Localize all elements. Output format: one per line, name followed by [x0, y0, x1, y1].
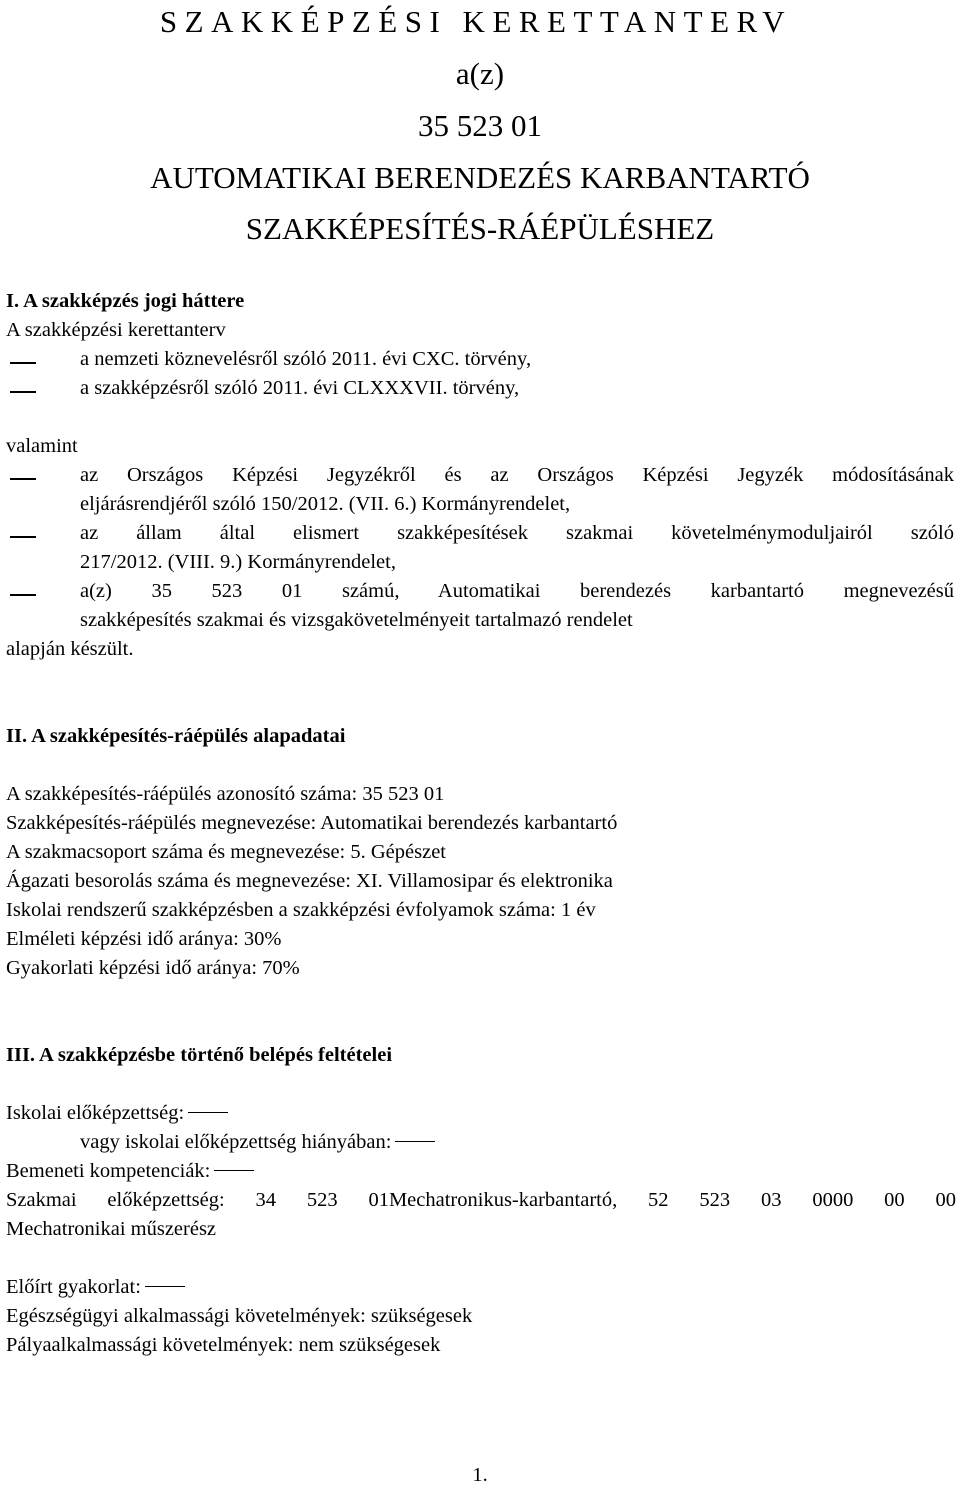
- section-3-heading: III. A szakképzésbe történő belépés feltételei: [6, 1044, 393, 1066]
- empty-value-dash: [145, 1286, 185, 1288]
- section-2-heading: II. A szakképesítés-ráépülés alapadatai: [6, 725, 346, 747]
- empty-value-dash: [395, 1141, 435, 1143]
- felt-vagy-row: [80, 1129, 435, 1155]
- felt-vagy-label: vagy iskolai előképzettség hiányában:: [80, 1131, 392, 1153]
- dash-bullet: [10, 362, 36, 364]
- dash-bullet: [10, 536, 36, 538]
- title-line-code: 35 523 01: [418, 108, 542, 143]
- alapadat-gyakorlati: Gyakorlati képzési idő aránya: 70%: [6, 957, 300, 979]
- felt-eloirt-label: Előírt gyakorlat:: [6, 1276, 141, 1298]
- list-item-legal-2: a szakképzésről szóló 2011. évi CLXXXVII. törvény,: [80, 377, 520, 399]
- alapadat-agazat: Ágazati besorolás száma és megnevezése: XI. Villamosipar és elektronika: [6, 870, 613, 892]
- felt-iskolai-label: Iskolai előképzettség:: [6, 1102, 185, 1124]
- title-line-name: AUTOMATIKAI BERENDEZÉS KARBANTARTÓ: [150, 160, 810, 195]
- empty-value-dash: [214, 1170, 254, 1172]
- felt-bemeneti-row: [6, 1158, 254, 1184]
- title-line-raepules: SZAKKÉPESÍTÉS-RÁÉPÜLÉSHEZ: [245, 211, 715, 246]
- alapadat-szakmacsoport: A szakmacsoport száma és megnevezése: 5. Gépészet: [6, 841, 446, 863]
- felt-szakmai-line1: Szakmai előképzettség: 34 523 01Mechatronikus-karbantartó, 52 523 03 0000 00 00: [6, 1189, 956, 1211]
- alapadat-azonosito: A szakképesítés-ráépülés azonosító száma: 35 523 01: [6, 783, 445, 805]
- list-item-okj-line2: eljárásrendjéről szóló 150/2012. (VII. 6.) Kormányrendelet,: [80, 493, 571, 515]
- felt-palya: Pályaalkalmassági követelmények: nem szükségesek: [6, 1334, 441, 1356]
- felt-bemeneti-label: Bemeneti kompetenciák:: [6, 1160, 211, 1182]
- document-title: SZAKKÉPZÉSI KERETTANTERV: [159, 4, 793, 39]
- dash-bullet: [10, 478, 36, 480]
- page-number: 1.: [472, 1464, 488, 1486]
- alapadat-megnevezes: Szakképesítés-ráépülés megnevezése: Automatikai berendezés karbantartó: [6, 812, 618, 834]
- list-item-okj-line1: az Országos Képzési Jegyzékről és az Országos Képzési Jegyzék módosításának: [80, 464, 954, 486]
- felt-szakmai-line2: Mechatronikai műszerész: [6, 1218, 217, 1240]
- alapadat-evfolyamok: Iskolai rendszerű szakképzésben a szakképzési évfolyamok száma: 1 év: [6, 899, 596, 921]
- felt-iskolai-row: [6, 1100, 228, 1126]
- felt-egeszseg: Egészségügyi alkalmassági követelmények: szükségesek: [6, 1305, 473, 1327]
- section-1-closing: alapján készült.: [6, 638, 134, 660]
- list-item-rendelet-line2: szakképesítés szakmai és vizsgakövetelményeit tartalmazó rendelet: [80, 609, 633, 631]
- list-item-legal-1: a nemzeti köznevelésről szóló 2011. évi CXC. törvény,: [80, 348, 532, 370]
- felt-eloirt-row: [6, 1274, 185, 1300]
- empty-value-dash: [188, 1112, 228, 1114]
- section-1-valamint: valamint: [6, 435, 78, 457]
- list-item-kovetelmeny-line2: 217/2012. (VIII. 9.) Kormányrendelet,: [80, 551, 396, 573]
- section-1-intro: A szakképzési kerettanterv: [6, 319, 226, 341]
- list-item-rendelet-line1: a(z) 35 523 01 számú, Automatikai berendezés karbantartó megnevezésű: [80, 580, 954, 602]
- section-1-heading: I. A szakképzés jogi háttere: [6, 290, 245, 312]
- list-item-kovetelmeny-line1: az állam által elismert szakképesítések szakmai követelménymoduljairól szóló: [80, 522, 954, 544]
- dash-bullet: [10, 594, 36, 596]
- alapadat-elmeleti: Elméleti képzési idő aránya: 30%: [6, 928, 282, 950]
- title-line-az: a(z): [455, 56, 505, 91]
- dash-bullet: [10, 391, 36, 393]
